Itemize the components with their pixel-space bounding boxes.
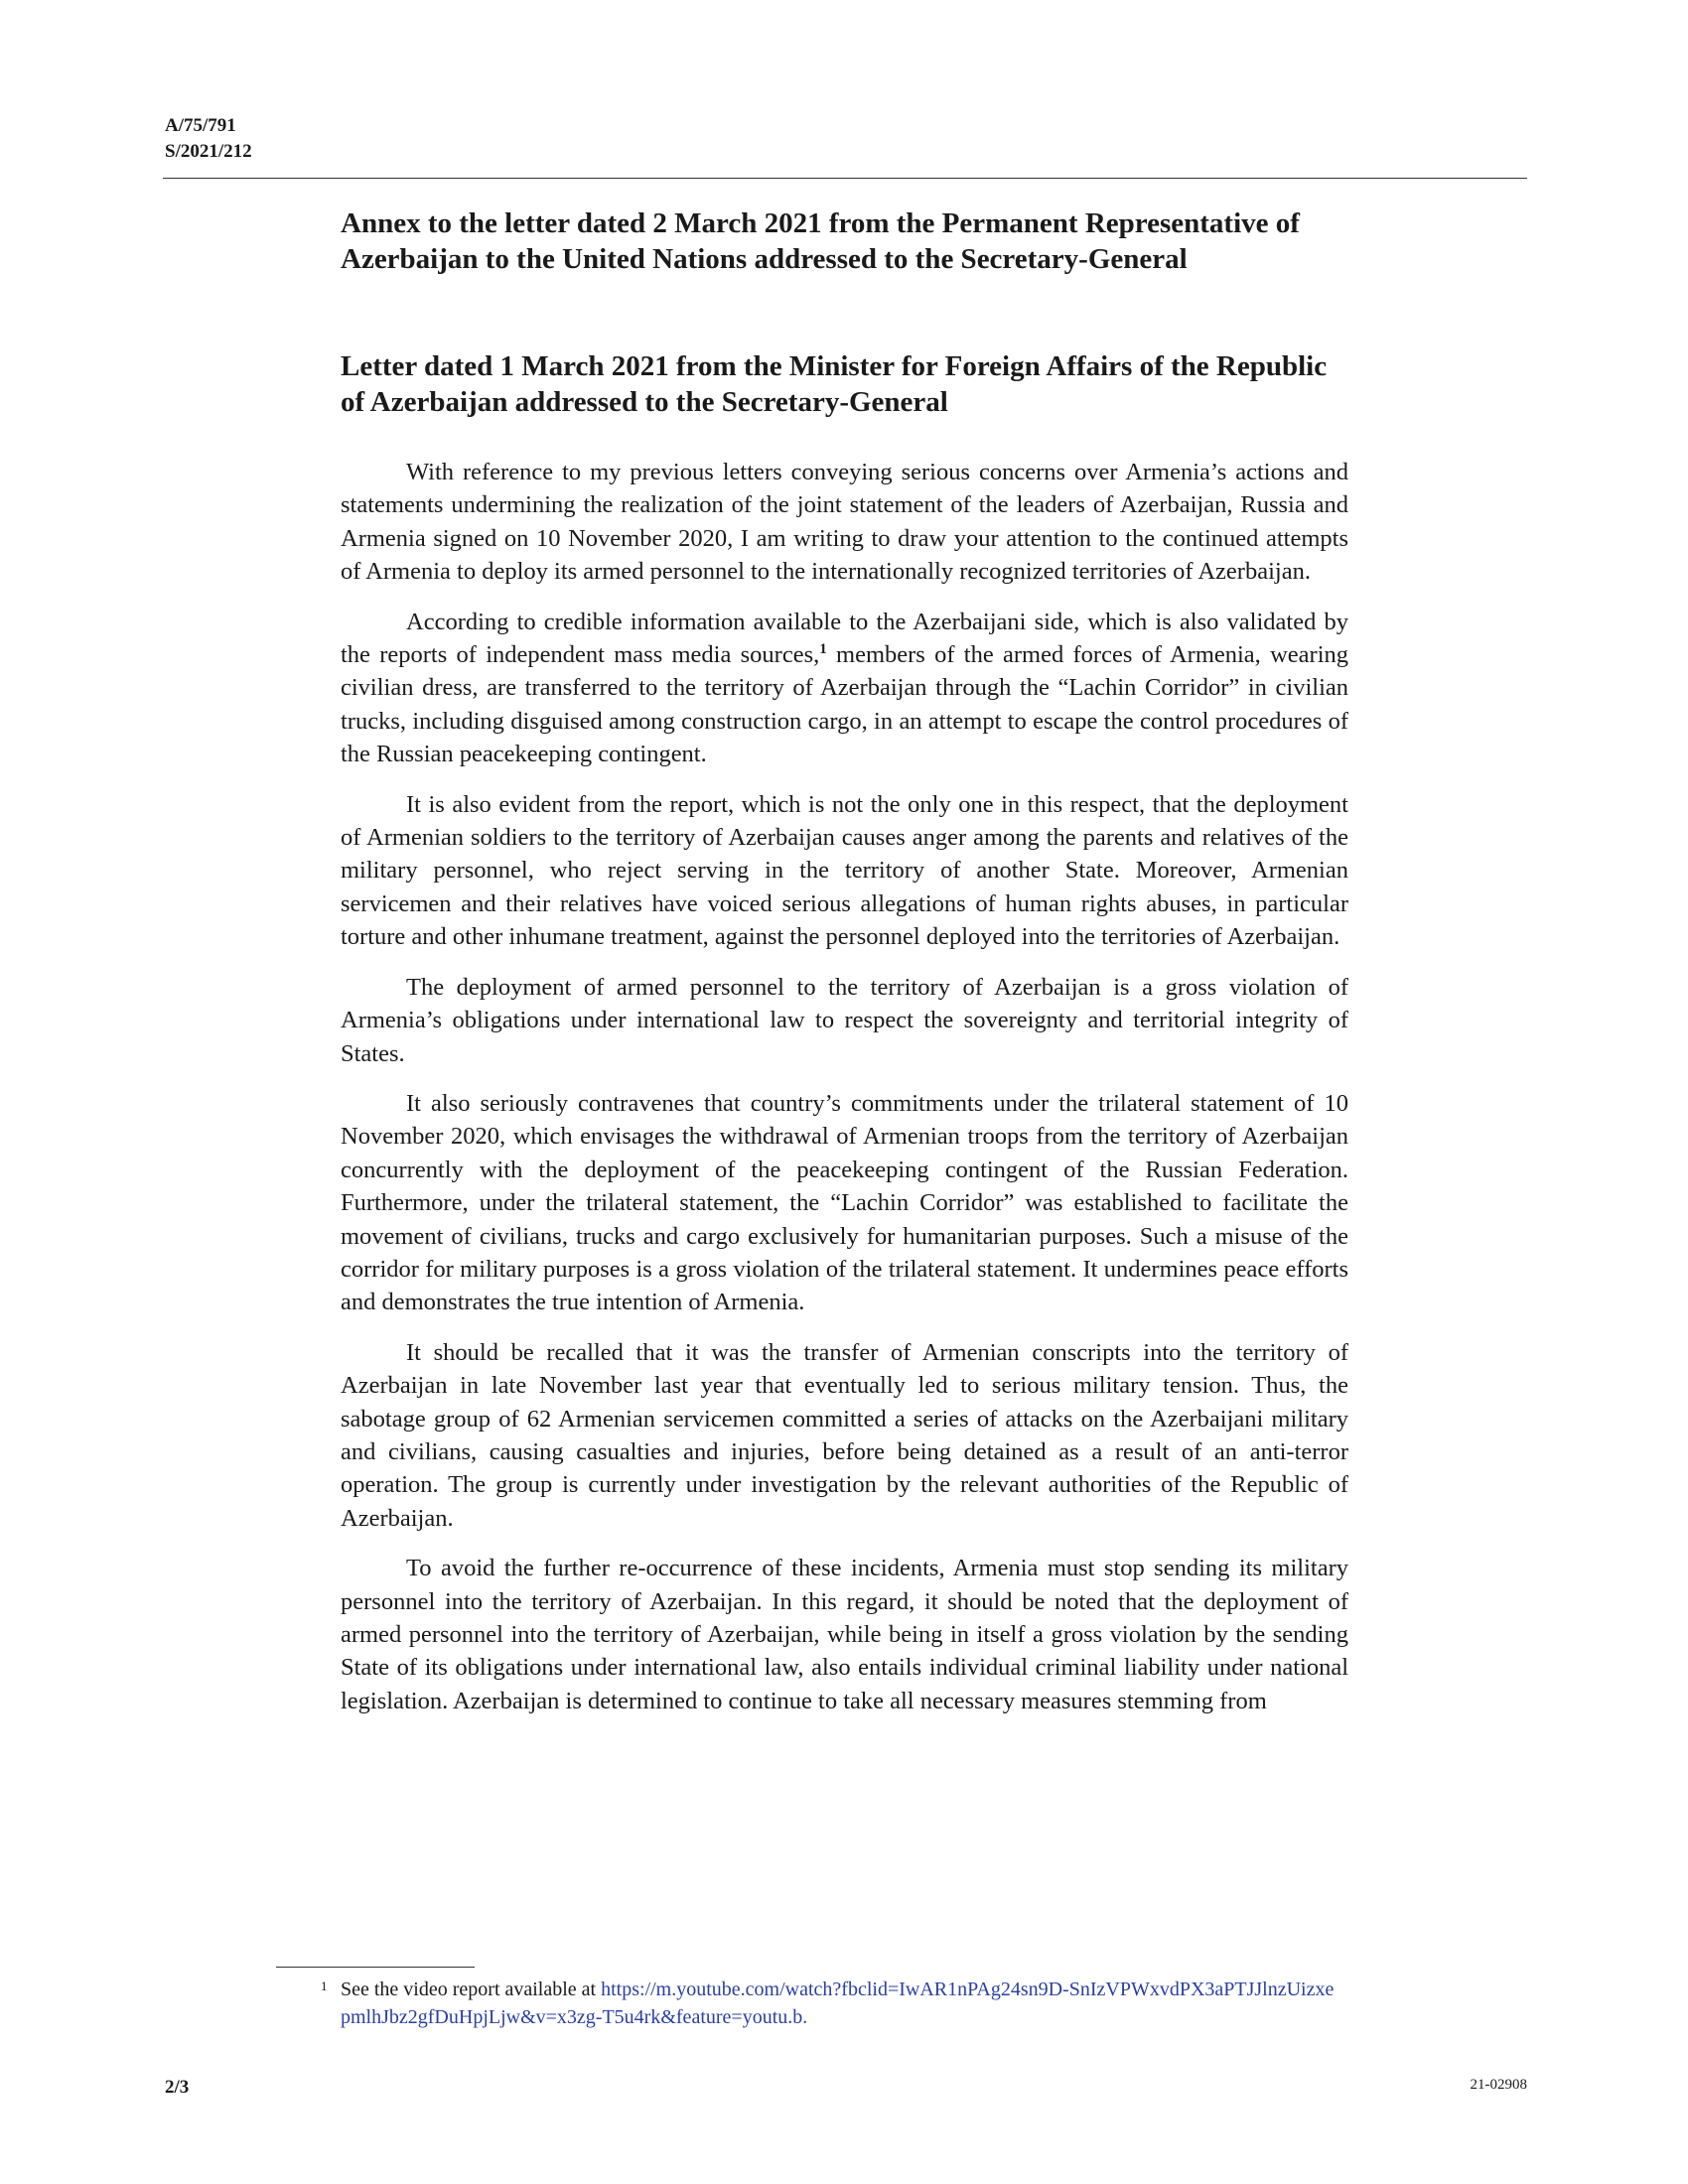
footnote-divider <box>276 1967 475 1968</box>
footnote-link[interactable]: https://m.youtube.com/watch?fbclid=IwAR1nPAg24sn9D-SnIzVPWxvdPX3aPTJJlnzUizxepmlhJbz2gfDuHpjLjw&v=x3zg-T5u4rk&feature=youtu.b. <box>341 1979 1335 2028</box>
footnote-text: See the video report available at <box>341 1979 602 2000</box>
footnote <box>321 1976 1343 2031</box>
footnote-mark: 1 <box>321 1979 328 1993</box>
document-code: 21-02908 <box>1470 2077 1527 2093</box>
page-number: 2/3 <box>165 2077 190 2098</box>
paragraph-1: With reference to my previous letters conveying serious concerns over Armenia’s actions and statements undermining the realization of the joint statement of the leaders of Azerbaijan, Russia and Armenia signed on 10 November 2020, I am writing to draw your attention to the continued attempts of Armenia to deploy its armed personnel to the internationally recognized territories of Azerbaijan. <box>341 459 1348 586</box>
paragraph-5: It also seriously contravenes that country’s commitments under the trilateral statement of 10 November 2020, which envisages the withdrawal of Armenian troops from the territory of Azerbaijan concurrently with the deployment of the peacekeeping contingent of the Russian Federation. Furthermore, under the trilateral statement, the “Lachin Corridor” was established to facilitate the movement of civilians, trucks and cargo exclusively for humanitarian purposes. Such a misuse of the corridor for military purposes is a gross violation of the trilateral statement. It undermines peace efforts and demonstrates the true intention of Armenia. <box>341 1089 1348 1316</box>
paragraph-7: To avoid the further re-occurrence of these incidents, Armenia must stop sending its military personnel into the territory of Azerbaijan. In this regard, it should be noted that the deployment of armed personnel into the territory of Azerbaijan, while being in itself a gross violation by the sending State of its obligations under international law, also entails individual criminal liability under national legislation. Azerbaijan is determined to continue to take all necessary measures stemming from <box>341 1555 1348 1714</box>
annex-title: Annex to the letter dated 2 March 2021 from the Permanent Representative of Azerbaijan to the United Nations addressed to the Secretary-General <box>341 207 1300 275</box>
paragraph-2 <box>341 606 1348 771</box>
paragraph-2-text-b: members of the armed forces of Armenia, wearing civilian dress, are transferred to the territory of Azerbaijan through the “Lachin Corridor” in civilian trucks, including disguised among construction cargo, in an attempt to escape the control procedures of the Russian peacekeeping contingent. <box>341 641 1348 768</box>
letter-body <box>341 456 1348 1734</box>
paragraph-2-text-a: According to credible information available to the Azerbaijani side, which is also validated by the reports of independent mass media sources, <box>341 608 1348 669</box>
footnote-reference[interactable]: 1 <box>819 640 827 657</box>
paragraph-4: The deployment of armed personnel to the territory of Azerbaijan is a gross violation of Armenia’s obligations under international law to respect the sovereignty and territorial integrity of States. <box>341 973 1348 1067</box>
paragraph-6: It should be recalled that it was the transfer of Armenian conscripts into the territory of Azerbaijan in late November last year that eventually led to serious military tension. Thus, the sabotage group of 62 Armenian servicemen committed a series of attacks on the Azerbaijani military and civilians, causing casualties and injuries, before being detained as a result of an anti-terror operation. The group is currently under investigation by the relevant authorities of the Republic of Azerbaijan. <box>341 1338 1348 1532</box>
document-symbol-a: A/75/791 <box>165 115 236 136</box>
paragraph-3: It is also evident from the report, which is not the only one in this respect, that the deployment of Armenian soldiers to the territory of Azerbaijan causes anger among the parents and relatives of the military personnel, who reject serving in the territory of another State. Moreover, Armenian servicemen and their relatives have voiced serious allegations of human rights abuses, in particular torture and other inhumane treatment, against the personnel deployed into the territories of Azerbaijan. <box>341 790 1348 951</box>
document-symbol-s: S/2021/212 <box>165 141 252 162</box>
header-divider <box>163 178 1527 179</box>
letter-title: Letter dated 1 March 2021 from the Minister for Foreign Affairs of the Republic of Azerbaijan addressed to the Secretary-General <box>341 350 1328 418</box>
